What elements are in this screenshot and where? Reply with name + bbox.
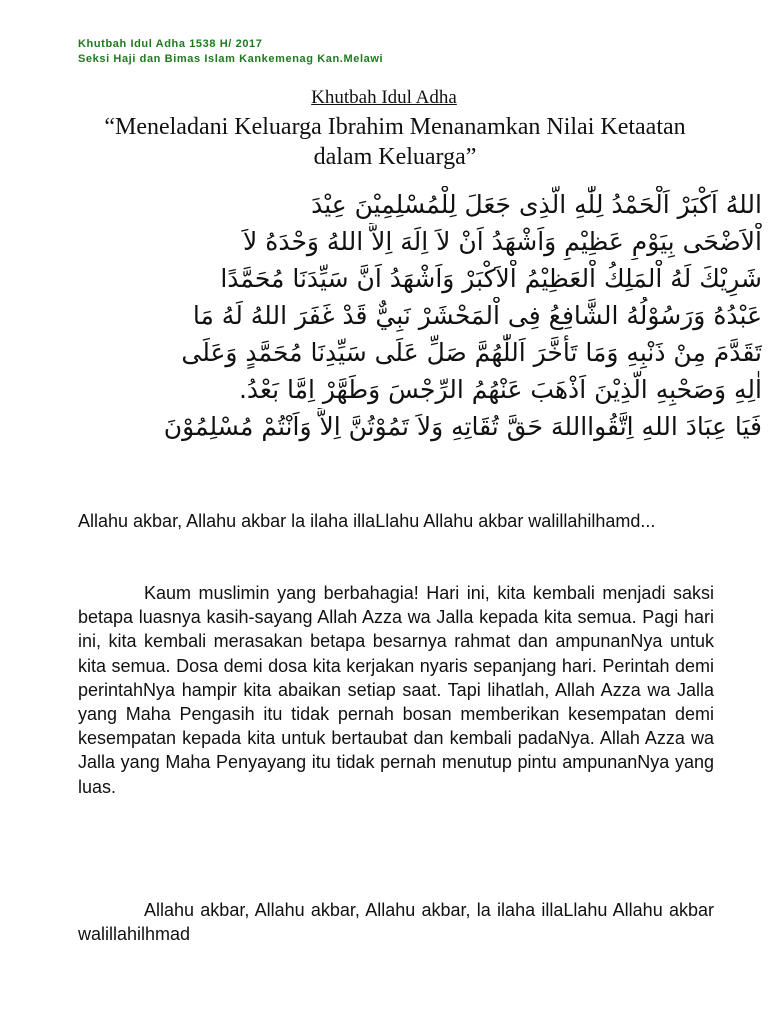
arabic-opening-block <box>72 186 762 445</box>
paragraph-sermon-body: Kaum muslimin yang berbahagia! Hari ini, kita kembali menjadi saksi betapa luasnya kasih-sayang Allah Azza wa Jalla kepada kita semua. Pagi hari ini, kita kembali merasakan betapa besarnya rahmat dan ampunanNya untuk kita semua. Dosa demi dosa kita kerjakan nyaris sepanjang hari. Perintah demi perintahNya hampir kita abaikan setiap saat. Tapi lihatlah, Allah Azza wa Jalla yang Maha Pengasih itu tidak pernah bosan memberikan kesempatan demi kesempatan kepada kita untuk bertaubat dan kembali padaNya. Allah Azza wa Jalla yang Maha Penyayang itu tidak pernah menutup pintu ampunanNya yang luas. <box>78 583 714 797</box>
arabic-line-7: فَيَا عِبَادَ اللهِ اِتَّقُوااللهَ حَقَّ تُقَاتِهِ وَلاَ تَمُوْتُنَّ اِلاَّ وَاَنْتُمْ مُسْلِمُوْنَ <box>163 412 762 441</box>
header-line-office: Seksi Haji dan Bimas Islam Kankemenag Kan.Melawi <box>78 53 384 65</box>
paragraph-takbir-closing: Allahu akbar, Allahu akbar, Allahu akbar, la ilaha illaLlahu Allahu akbar walillahilhmad <box>78 900 714 945</box>
arabic-line-4: عَبْدُهُ وَرَسُوْلُهُ الشَّافِعُ فِى اْلمَحْشَرْ نَبِيٌّ قَدْ غَفَرَ اللهُ لَهُ مَا <box>192 301 762 330</box>
header-line-event: Khutbah Idul Adha 1538 H/ 2017 <box>78 38 263 50</box>
document-header <box>78 37 383 67</box>
paragraph-takbir-opening: Allahu akbar, Allahu akbar la ilaha illaLlahu Allahu akbar walillahilhamd... <box>78 511 656 531</box>
arabic-line-2: اْلاَضْحَى بِيَوْمٍ عَظِيْمٍ وَاَشْهَدُ اَنْ لاَ اِلَهَ اِلاَّ اللهُ وَحْدَهُ لاَ <box>243 227 762 256</box>
arabic-line-1: اللهُ اَكْبَرْ اَلْحَمْدُ لِلّٰهِ الَّذِى جَعَلَ لِلْمُسْلِمِيْنَ عِيْدَ <box>311 190 762 219</box>
sermon-title: Khutbah Idul Adha <box>311 87 457 108</box>
sermon-subtitle: “Meneladani Keluarga Ibrahim Menanamkan Nilai Ketaatan dalam Keluarga” <box>104 114 686 170</box>
arabic-line-3: شَرِيْكَ لَهُ اْلمَلِكُ اْلعَظِيْمُ اْلاَكْبَرْ وَاَشْهَدُ اَنَّ سَيِّدَنَا مُحَمَّدًا <box>220 264 762 293</box>
arabic-line-6: اٰلِهِ وَصَحْبِهِ الَّذِيْنَ اَذْهَبَ عَنْهُمُ الرِّجْسَ وَطَهَّرْ اِمَّا بَعْدُ. <box>238 375 762 404</box>
arabic-line-5: تَقَدَّمَ مِنْ ذَنْبِهِ وَمَا تَأَخَّرَ اَللّٰهُمَّ صَلِّ عَلَى سَيِّدِنَا مُحَمَّدٍ وَعَلَى <box>181 338 762 367</box>
